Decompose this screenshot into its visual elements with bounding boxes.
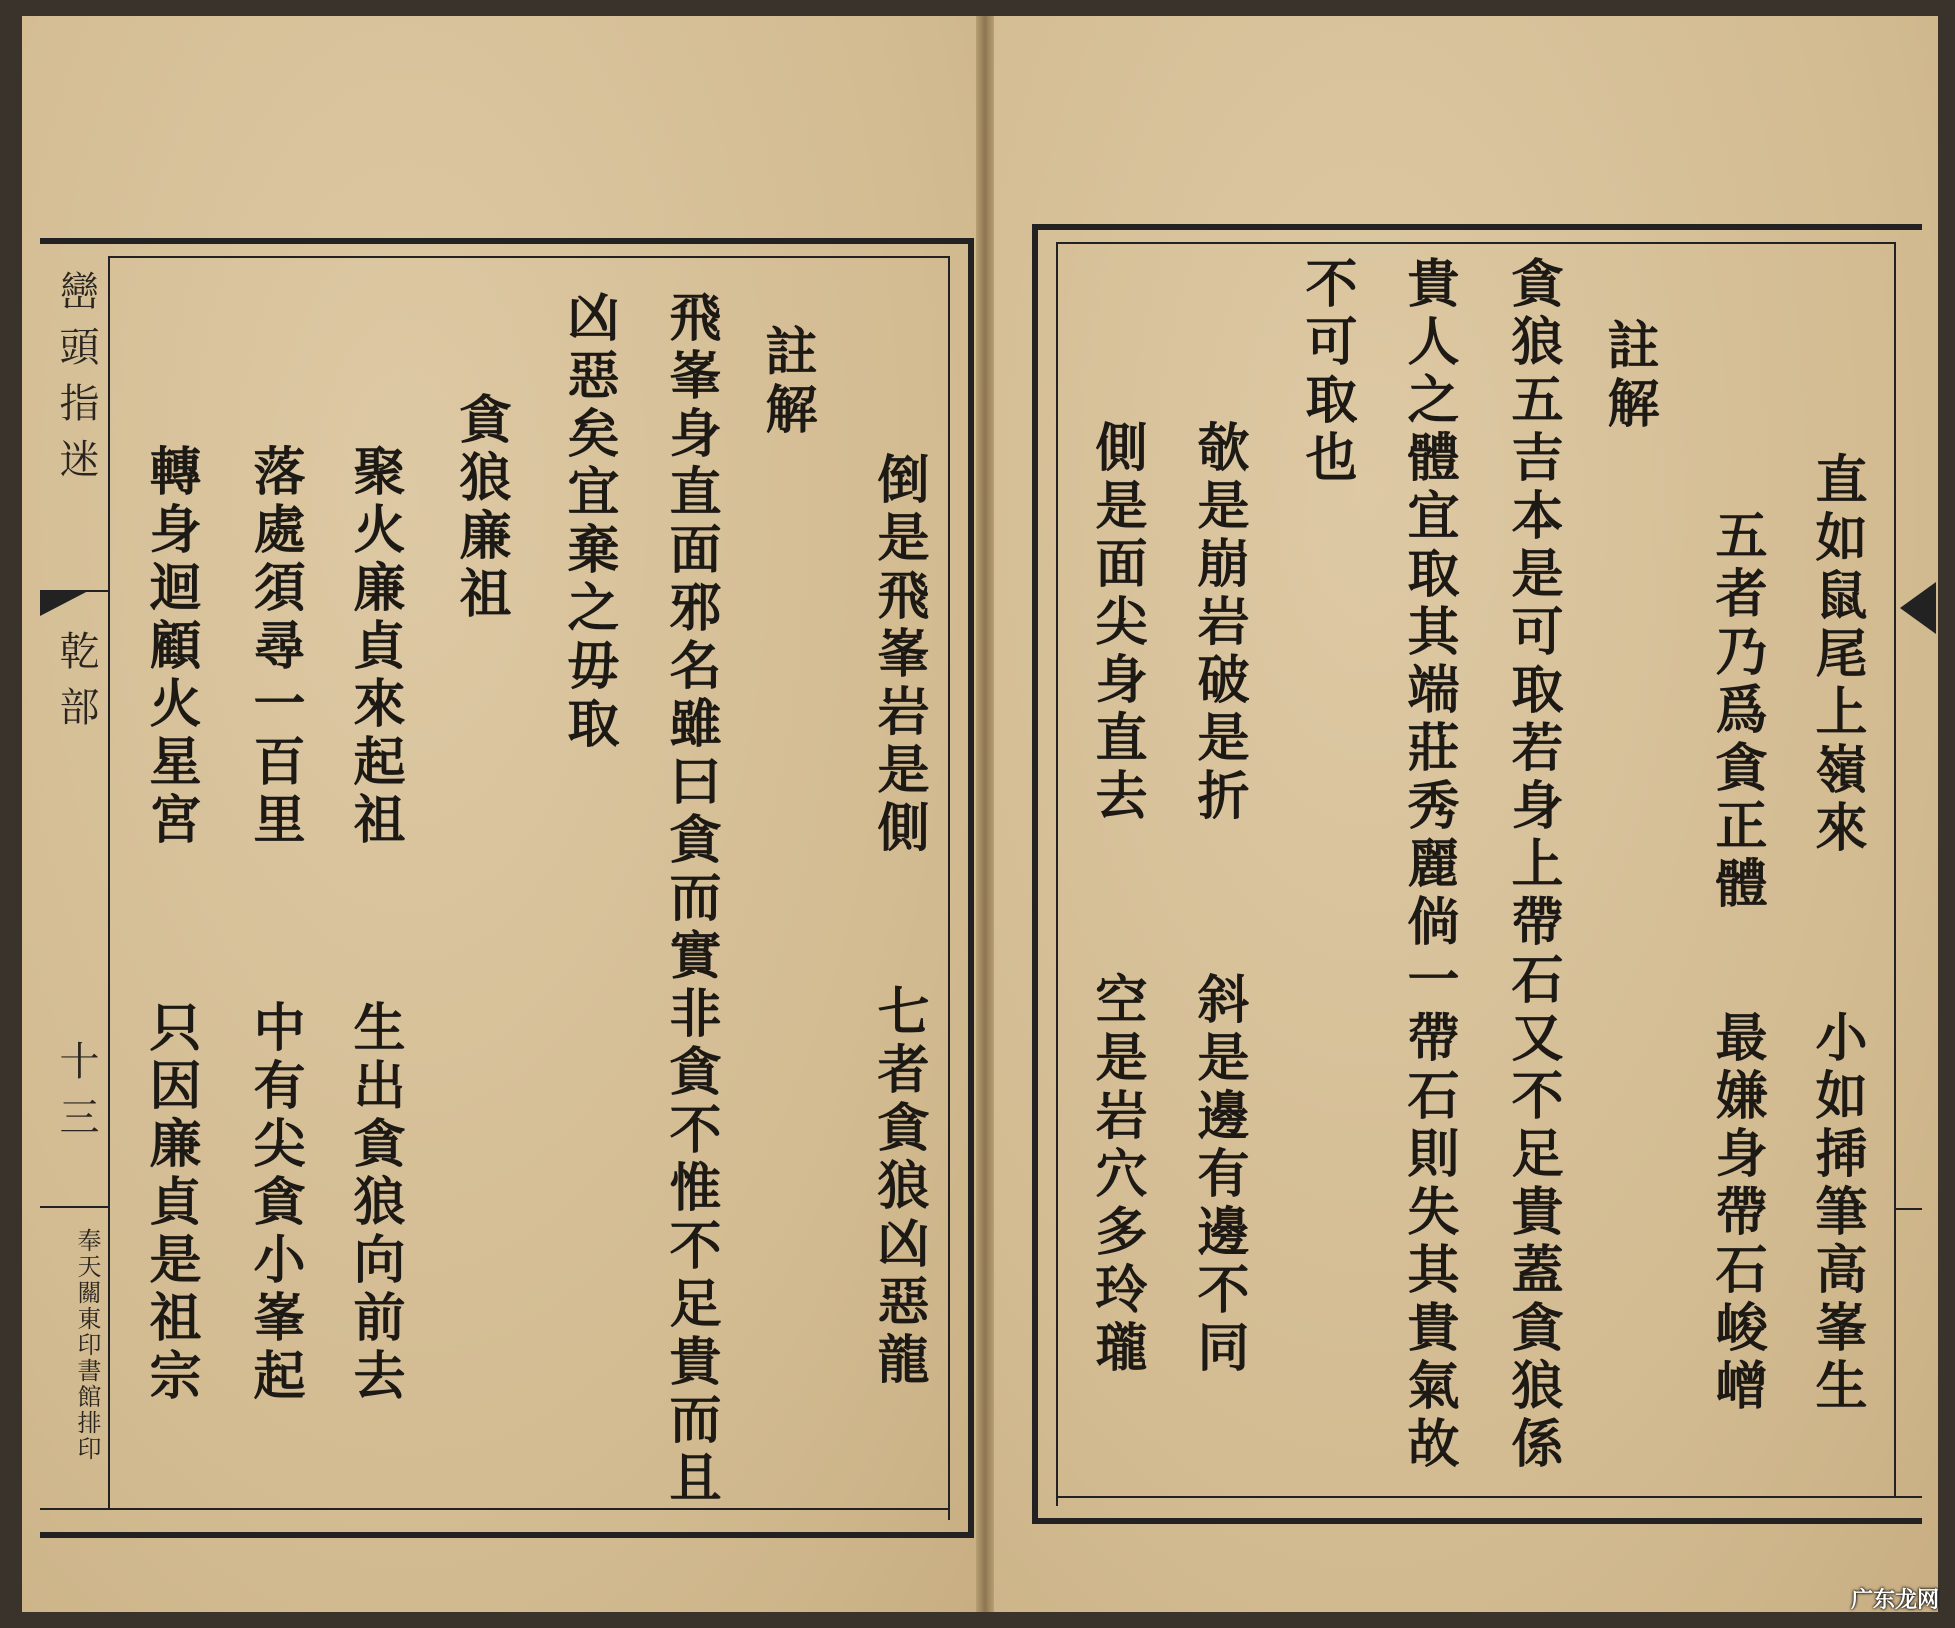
left-fishtail-mark bbox=[40, 590, 90, 616]
left-col-5-heading: 貪狼廉祖 bbox=[450, 392, 511, 624]
right-inner-border bbox=[1056, 244, 1058, 1506]
left-col-2-heading: 註解 bbox=[756, 324, 817, 440]
right-col-7-bottom: 斜是邊有邊不同 bbox=[1188, 972, 1249, 1378]
book-title-margin: 巒頭指迷 bbox=[53, 270, 99, 494]
left-margin-rule-lower bbox=[40, 1206, 110, 1208]
right-col-7-top: 欹是崩岩破是折 bbox=[1188, 420, 1249, 826]
left-col-6-top: 聚火廉貞來起祖 bbox=[344, 444, 405, 850]
right-inner-top bbox=[1056, 242, 1896, 244]
left-inner-border bbox=[948, 258, 950, 1520]
right-col-4: 貪狼五吉本是可取若身上帶石又不足貴蓋貪狼係 bbox=[1502, 256, 1563, 1474]
right-page-frame bbox=[1032, 224, 1922, 1524]
right-col-2-top: 五者乃爲貪正體 bbox=[1706, 508, 1767, 914]
right-col-6: 不可取也 bbox=[1296, 256, 1357, 488]
left-col-3: 飛峯身直面邪名雖曰貪而實非貪不惟不足貴而且 bbox=[660, 290, 721, 1508]
book-gutter bbox=[976, 16, 994, 1612]
left-col-7-top: 落處須尋一百里 bbox=[244, 444, 305, 850]
right-col-3-heading: 註解 bbox=[1598, 318, 1659, 434]
right-col-1-top: 直如鼠尾上嶺來 bbox=[1806, 452, 1867, 858]
right-col-8-bottom: 空是岩穴多玲瓏 bbox=[1086, 972, 1147, 1378]
right-margin-rule bbox=[1894, 242, 1896, 1498]
right-margin-tick bbox=[1894, 1208, 1922, 1210]
right-col-1-bottom: 小如揷筆高峯生 bbox=[1806, 1010, 1867, 1416]
printer-imprint: 奉天關東印書館排印 bbox=[73, 1228, 101, 1462]
left-col-4: 凶惡矣宜棄之毋取 bbox=[558, 290, 619, 754]
left-col-1-bottom: 七者貪狼凶惡龍 bbox=[868, 984, 929, 1390]
left-margin-rule bbox=[108, 256, 110, 1508]
right-col-5: 貴人之體宜取其端莊秀麗倘一帶石則失其貴氣故 bbox=[1398, 256, 1459, 1474]
left-inner-top bbox=[110, 256, 950, 258]
left-inner-bottom bbox=[40, 1508, 950, 1510]
right-inner-bottom bbox=[1056, 1496, 1922, 1498]
left-col-1-top: 倒是飛峯岩是側 bbox=[868, 452, 929, 858]
page-number-margin: 十三 bbox=[53, 1040, 99, 1152]
left-col-6-bottom: 生出貪狼向前去 bbox=[344, 1000, 405, 1406]
right-col-2-bottom: 最嫌身帶石峻嶒 bbox=[1706, 1010, 1767, 1416]
left-col-8-bottom: 只因廉貞是祖宗 bbox=[140, 1000, 201, 1406]
left-col-8-top: 轉身迴顧火星宮 bbox=[140, 444, 201, 850]
site-watermark: 广东龙网 bbox=[1850, 1588, 1939, 1613]
right-col-8-top: 側是面尖身直去 bbox=[1086, 420, 1147, 826]
left-col-7-bottom: 中有尖貪小峯起 bbox=[244, 1000, 305, 1406]
section-name-margin: 乾部 bbox=[53, 630, 99, 742]
